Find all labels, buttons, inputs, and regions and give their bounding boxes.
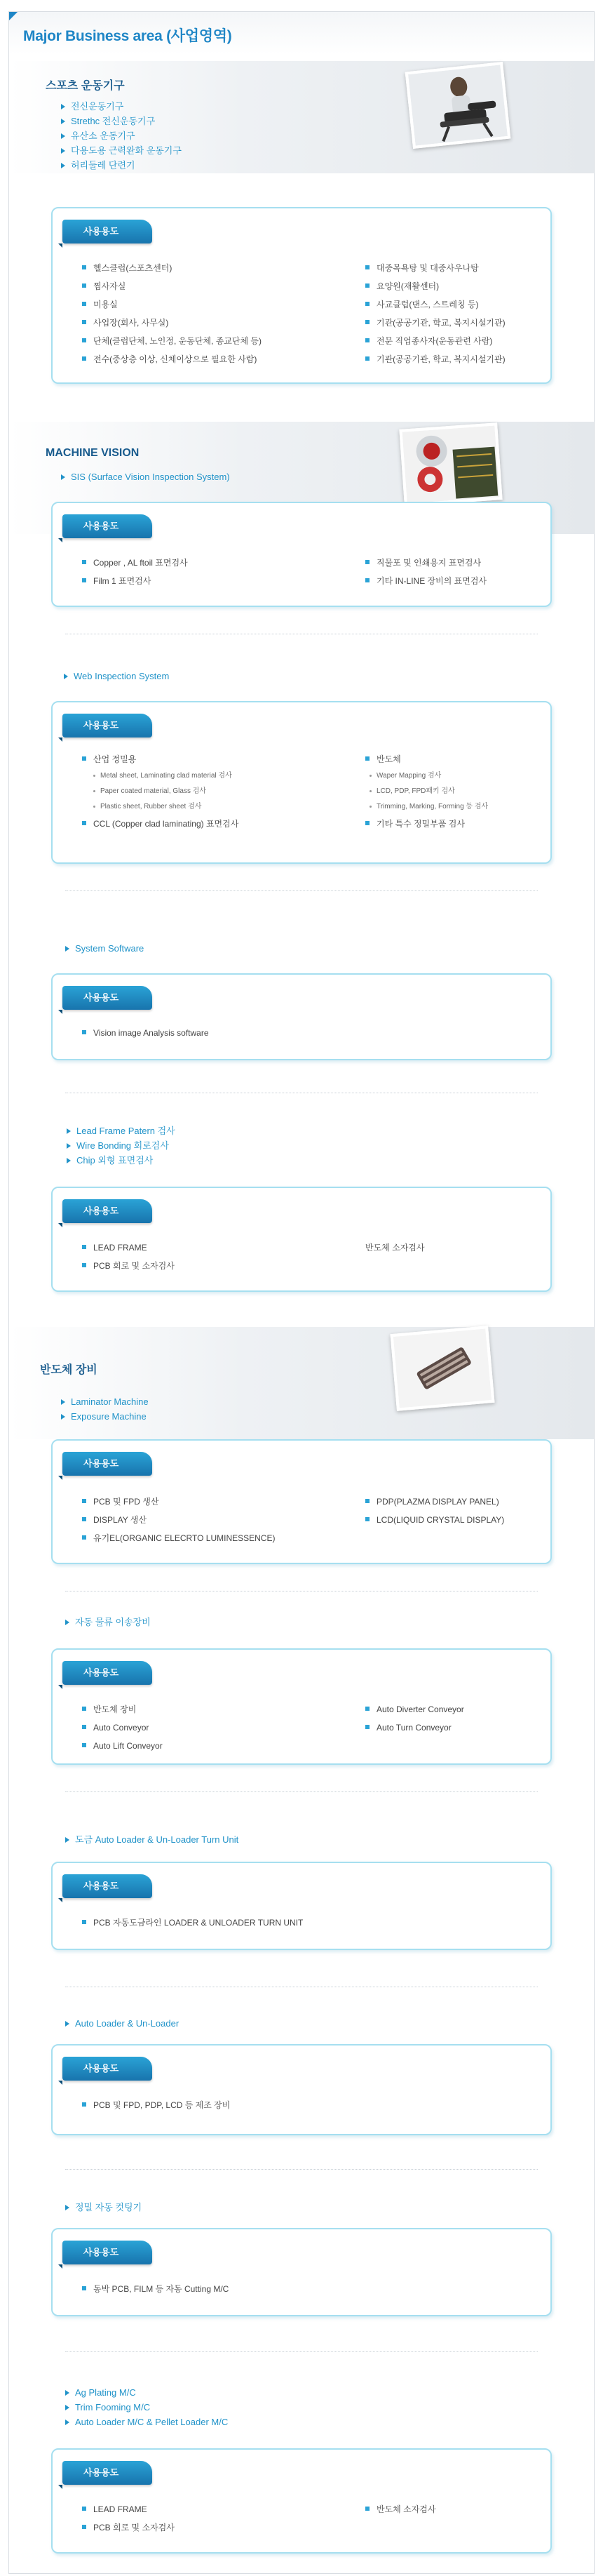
sports-link-3[interactable] bbox=[61, 143, 182, 158]
square-bullet-icon bbox=[365, 338, 370, 342]
usage-text: Metal sheet, Laminating clad material 검사 bbox=[100, 772, 232, 780]
usage-text: 기타 특수 정밀부품 검사 bbox=[377, 819, 465, 829]
link-label: Web Inspection System bbox=[74, 671, 170, 681]
square-bullet-icon bbox=[365, 265, 370, 269]
link-label: Strethc 전신운동기구 bbox=[71, 116, 156, 126]
usage-box-web bbox=[51, 701, 552, 864]
square-bullet-icon bbox=[82, 283, 86, 288]
square-bullet-icon bbox=[82, 2286, 86, 2290]
square-bullet-icon bbox=[82, 356, 86, 361]
usage-text: Vision image Analysis software bbox=[93, 1028, 209, 1038]
usage-text: 기관(공공기관, 학교, 복지시설기관) bbox=[377, 354, 506, 364]
usage-item bbox=[82, 1737, 163, 1755]
usage-text: PCB 및 FPD 생산 bbox=[93, 1497, 159, 1507]
usage-text: DISPLAY 생산 bbox=[93, 1515, 147, 1525]
usage-text: 헬스클럽(스포츠센터) bbox=[93, 263, 172, 273]
cutter-link-list bbox=[65, 2200, 142, 2215]
square-bullet-icon bbox=[365, 302, 370, 306]
triangle-bullet-icon bbox=[61, 1399, 65, 1405]
usage-text: 찜사자실 bbox=[93, 281, 126, 291]
link-label: SIS (Surface Vision Inspection System) bbox=[71, 472, 230, 482]
dot-bullet-icon bbox=[93, 790, 95, 792]
sports-link-1[interactable] bbox=[61, 114, 182, 128]
usage-text: PDP(PLAZMA DISPLAY PANEL) bbox=[377, 1497, 499, 1507]
usage-item bbox=[82, 314, 262, 332]
dot-bullet-icon bbox=[93, 775, 95, 777]
divider bbox=[65, 890, 538, 891]
square-bullet-icon bbox=[82, 821, 86, 825]
usage-item bbox=[82, 2518, 175, 2537]
usage-box-agplating bbox=[51, 2448, 552, 2554]
usage-box-plating bbox=[51, 1862, 552, 1950]
link-label: Laminator Machine bbox=[71, 1396, 149, 1407]
usage-tab: 사용용도 bbox=[62, 2461, 152, 2485]
divider bbox=[65, 1791, 538, 1792]
usage-tab: 사용용도 bbox=[62, 1874, 152, 1898]
triangle-bullet-icon bbox=[65, 2390, 69, 2396]
square-bullet-icon bbox=[82, 1535, 86, 1540]
usage-text: 산업 정밀용 bbox=[93, 754, 137, 764]
square-bullet-icon bbox=[82, 1920, 86, 1924]
usage-text: 요양원(재활센터) bbox=[377, 281, 440, 291]
usage-tab: 사용용도 bbox=[62, 986, 152, 1010]
square-bullet-icon bbox=[365, 1725, 370, 1729]
usage-subitem bbox=[365, 799, 488, 815]
square-bullet-icon bbox=[82, 578, 86, 582]
usage-item bbox=[365, 1511, 504, 1529]
link-label: Exposure Machine bbox=[71, 1411, 147, 1422]
loader-link-list bbox=[65, 2016, 179, 2031]
square-bullet-icon bbox=[365, 756, 370, 761]
usage-list-left bbox=[82, 1024, 209, 1042]
triangle-bullet-icon bbox=[61, 474, 65, 480]
page-title: Major Business area (사업영역) bbox=[23, 28, 232, 44]
usage-item bbox=[82, 1024, 209, 1042]
transfer-link[interactable] bbox=[65, 1615, 151, 1629]
usage-text: Waper Mapping 검사 bbox=[377, 772, 442, 780]
usage-list-left bbox=[82, 1239, 175, 1275]
square-bullet-icon bbox=[365, 283, 370, 288]
usage-item bbox=[82, 295, 262, 314]
usage-item bbox=[82, 1914, 303, 1932]
triangle-bullet-icon bbox=[67, 1128, 71, 1134]
laminator-link-1[interactable] bbox=[61, 1409, 149, 1424]
triangle-bullet-icon bbox=[61, 119, 65, 124]
link-label: Ag Plating M/C bbox=[75, 2387, 136, 2398]
usage-text: LCD, PDP, FPD패키 검사 bbox=[377, 787, 455, 795]
dot-bullet-icon bbox=[370, 775, 372, 777]
laminator-link-0[interactable] bbox=[61, 1394, 149, 1409]
usage-item bbox=[82, 259, 262, 277]
usage-text: LCD(LIQUID CRYSTAL DISPLAY) bbox=[377, 1515, 505, 1525]
link-label: 자동 물류 이송장비 bbox=[75, 1617, 151, 1627]
usage-text: 기타 IN-LINE 장비의 표면검사 bbox=[377, 576, 487, 586]
square-bullet-icon bbox=[82, 1707, 86, 1711]
usage-tab: 사용용도 bbox=[62, 1452, 152, 1476]
usage-list-left bbox=[82, 2280, 229, 2298]
usage-item bbox=[82, 750, 238, 768]
triangle-bullet-icon bbox=[67, 1158, 71, 1163]
usage-tab: 사용용도 bbox=[62, 2057, 152, 2081]
link-label: Chip 외형 표면검사 bbox=[76, 1155, 154, 1166]
usage-text: 대중목욕탕 및 대중사우나탕 bbox=[377, 263, 479, 273]
software-link-list bbox=[65, 941, 144, 956]
square-bullet-icon bbox=[82, 560, 86, 564]
link-label: Trim Fooming M/C bbox=[75, 2402, 151, 2413]
sports-link-4[interactable] bbox=[61, 158, 182, 173]
usage-text: PCB 회로 및 소자검사 bbox=[93, 1261, 175, 1271]
usage-list-right bbox=[365, 750, 488, 833]
usage-list-right bbox=[365, 259, 506, 368]
square-bullet-icon bbox=[365, 1517, 370, 1521]
link-label: Auto Loader M/C & Pellet Loader M/C bbox=[75, 2417, 229, 2427]
square-bullet-icon bbox=[365, 821, 370, 825]
square-bullet-icon bbox=[82, 1263, 86, 1267]
link-label: 유산소 운동기구 bbox=[71, 131, 135, 141]
usage-item bbox=[365, 1493, 504, 1511]
link-label: 허리둘레 단련기 bbox=[71, 160, 135, 171]
usage-tab: 사용용도 bbox=[62, 514, 152, 538]
square-bullet-icon bbox=[82, 2525, 86, 2529]
usage-list-left bbox=[82, 2500, 175, 2537]
usage-text: 단체(클럽단체, 노인정, 운동단체, 종교단체 등) bbox=[93, 336, 262, 346]
triangle-bullet-icon bbox=[65, 946, 69, 952]
usage-list-left bbox=[82, 1914, 303, 1932]
square-bullet-icon bbox=[82, 265, 86, 269]
leadframe-link-0[interactable] bbox=[67, 1123, 175, 1138]
usage-list-left bbox=[82, 1700, 163, 1755]
usage-box-cutter bbox=[51, 2228, 552, 2316]
link-label: Auto Loader & Un-Loader bbox=[75, 2018, 179, 2029]
usage-text: Auto Turn Conveyor bbox=[377, 1723, 452, 1733]
usage-text: PCB 회로 및 소자검사 bbox=[93, 2523, 175, 2532]
usage-item bbox=[82, 2500, 175, 2518]
usage-box-sis bbox=[51, 502, 552, 607]
usage-text: 반도체 bbox=[377, 754, 401, 764]
link-label: 도금 Auto Loader & Un-Loader Turn Unit bbox=[75, 1834, 239, 1845]
link-label: 전신운동기구 bbox=[71, 101, 124, 112]
sis-link-list bbox=[61, 469, 230, 484]
usage-text: LEAD FRAME bbox=[93, 2504, 147, 2514]
usage-text: 기관(공공기관, 학교, 복지시설기관) bbox=[377, 318, 506, 328]
square-bullet-icon bbox=[82, 1245, 86, 1249]
usage-item bbox=[82, 350, 262, 368]
usage-text: PCB 자동도금라인 LOADER & UNLOADER TURN UNIT bbox=[93, 1918, 304, 1928]
usage-text: Plastic sheet, Rubber sheet 검사 bbox=[100, 803, 202, 810]
usage-text: Copper , AL ftoil 표면검사 bbox=[93, 558, 188, 568]
triangle-bullet-icon bbox=[61, 133, 65, 139]
usage-list-right bbox=[365, 1239, 424, 1257]
usage-list-left bbox=[82, 259, 262, 368]
usage-item bbox=[82, 1493, 275, 1511]
triangle-bullet-icon bbox=[61, 163, 65, 168]
square-bullet-icon bbox=[82, 1517, 86, 1521]
usage-item bbox=[365, 350, 506, 368]
usage-box-leadframe bbox=[51, 1187, 552, 1292]
usage-list-right bbox=[365, 1700, 464, 1737]
usage-item bbox=[365, 314, 506, 332]
usage-item bbox=[82, 1239, 175, 1257]
section-title-sports: 스포츠 운동기구 bbox=[46, 80, 125, 92]
section-title-machine-vision: MACHINE VISION bbox=[46, 447, 140, 459]
usage-list-right bbox=[365, 1493, 504, 1529]
software-link[interactable] bbox=[65, 941, 144, 956]
usage-item bbox=[82, 332, 262, 350]
usage-item bbox=[365, 2500, 435, 2518]
dot-bullet-icon bbox=[370, 790, 372, 792]
usage-text: 전문 직업종사자(운동관련 사람) bbox=[377, 336, 493, 346]
square-bullet-icon bbox=[82, 1725, 86, 1729]
usage-item bbox=[365, 1700, 464, 1719]
section-title-semi: 반도체 장비 bbox=[40, 1364, 97, 1376]
square-bullet-icon bbox=[82, 338, 86, 342]
leadframe-link-list bbox=[67, 1123, 175, 1168]
square-bullet-icon bbox=[82, 756, 86, 761]
triangle-bullet-icon bbox=[61, 148, 65, 154]
usage-text: 직물포 및 인쇄용지 표면검사 bbox=[377, 558, 482, 568]
triangle-bullet-icon bbox=[65, 2205, 69, 2210]
cutter-link[interactable] bbox=[65, 2200, 142, 2215]
plating-link-list bbox=[65, 1832, 238, 1847]
usage-item bbox=[82, 1700, 163, 1719]
usage-item bbox=[82, 815, 238, 833]
plating-link[interactable] bbox=[65, 1832, 238, 1847]
square-bullet-icon bbox=[82, 1499, 86, 1503]
laminator-link-list bbox=[61, 1394, 149, 1424]
usage-item bbox=[82, 2096, 230, 2114]
usage-item bbox=[82, 1511, 275, 1529]
usage-item bbox=[82, 572, 188, 590]
usage-text: 미용실 bbox=[93, 300, 118, 309]
usage-text: LEAD FRAME bbox=[93, 1243, 147, 1253]
usage-tab: 사용용도 bbox=[62, 2241, 152, 2264]
usage-text: 사교클럽(댄스, 스트레칭 등) bbox=[377, 300, 479, 309]
leadframe-link-1[interactable] bbox=[67, 1138, 175, 1153]
usage-item bbox=[82, 1529, 275, 1547]
agplating-link-1[interactable] bbox=[65, 2400, 228, 2415]
sports-link-0[interactable] bbox=[61, 99, 182, 114]
dot-bullet-icon bbox=[370, 806, 372, 808]
usage-text: 반도체 소자검사 bbox=[377, 2504, 436, 2514]
triangle-bullet-icon bbox=[61, 1414, 65, 1420]
usage-item bbox=[365, 815, 488, 833]
usage-text: Auto Diverter Conveyor bbox=[377, 1704, 464, 1714]
usage-text: Auto Conveyor bbox=[93, 1723, 149, 1733]
usage-subitem bbox=[82, 768, 238, 784]
link-label: 정밀 자동 컷팅기 bbox=[75, 2202, 142, 2213]
usage-text: PCB 및 FPD, PDP, LCD 등 제조 장비 bbox=[93, 2100, 231, 2110]
agplating-link-0[interactable] bbox=[65, 2385, 228, 2400]
usage-subitem bbox=[82, 799, 238, 815]
link-label: System Software bbox=[75, 943, 144, 954]
triangle-bullet-icon bbox=[65, 1620, 69, 1625]
usage-text: Paper coated material, Glass 검사 bbox=[100, 787, 207, 795]
usage-item bbox=[82, 277, 262, 295]
sis-link[interactable] bbox=[61, 469, 230, 484]
usage-list-left bbox=[82, 750, 238, 833]
square-bullet-icon bbox=[365, 320, 370, 324]
square-bullet-icon bbox=[365, 2507, 370, 2511]
usage-item bbox=[365, 259, 506, 277]
usage-item bbox=[365, 295, 506, 314]
usage-item bbox=[365, 277, 506, 295]
divider bbox=[65, 2351, 538, 2352]
web-link-list bbox=[64, 669, 169, 683]
usage-subitem bbox=[365, 784, 488, 799]
content-frame bbox=[8, 11, 595, 2574]
sports-link-list bbox=[61, 99, 182, 173]
usage-tab: 사용용도 bbox=[62, 220, 152, 243]
square-bullet-icon bbox=[82, 2102, 86, 2107]
usage-text: 사업장(회사, 사무실) bbox=[93, 318, 169, 328]
usage-box-laminator bbox=[51, 1439, 552, 1564]
usage-text: 유기EL(ORGANIC ELECRTO LUMINESSENCE) bbox=[93, 1533, 276, 1543]
usage-item bbox=[365, 332, 506, 350]
title-corner-mark bbox=[9, 12, 18, 20]
machine-vision-photo bbox=[399, 422, 502, 506]
usage-item bbox=[365, 1719, 464, 1737]
usage-item bbox=[82, 554, 188, 572]
usage-text: 동박 PCB, FILM 등 자동 Cutting M/C bbox=[93, 2284, 229, 2294]
sports-link-2[interactable] bbox=[61, 128, 182, 143]
dot-bullet-icon bbox=[93, 806, 95, 808]
usage-box-sports bbox=[51, 207, 552, 384]
agplating-link-2[interactable] bbox=[65, 2415, 228, 2429]
usage-text: Trimming, Marking, Forming 등 검사 bbox=[377, 803, 489, 810]
square-bullet-icon bbox=[82, 302, 86, 306]
usage-list-left bbox=[82, 1493, 275, 1547]
triangle-bullet-icon bbox=[64, 674, 68, 679]
usage-tab: 사용용도 bbox=[62, 1199, 152, 1223]
sports-photo bbox=[405, 62, 511, 149]
triangle-bullet-icon bbox=[61, 104, 65, 109]
usage-item bbox=[365, 554, 487, 572]
usage-list-right bbox=[365, 2500, 435, 2518]
square-bullet-icon bbox=[365, 1499, 370, 1503]
triangle-bullet-icon bbox=[67, 1143, 71, 1149]
usage-item bbox=[365, 572, 487, 590]
agplating-link-list bbox=[65, 2385, 228, 2429]
usage-box-loader bbox=[51, 2044, 552, 2135]
triangle-bullet-icon bbox=[65, 2405, 69, 2410]
usage-text: CCL (Copper clad laminating) 표면검사 bbox=[93, 819, 239, 829]
divider bbox=[65, 2169, 538, 2170]
usage-subitem bbox=[82, 784, 238, 799]
semi-photo bbox=[390, 1326, 494, 1411]
transfer-link-list bbox=[65, 1615, 151, 1629]
usage-text: Auto Lift Conveyor bbox=[93, 1741, 163, 1751]
square-bullet-icon bbox=[365, 356, 370, 361]
usage-box-transfer bbox=[51, 1648, 552, 1765]
usage-text: 반도체 소자검사 bbox=[365, 1243, 425, 1253]
usage-item bbox=[82, 2280, 229, 2298]
square-bullet-icon bbox=[82, 320, 86, 324]
leadframe-link-2[interactable] bbox=[67, 1153, 175, 1168]
usage-list-right bbox=[365, 554, 487, 590]
usage-text: 반도체 장비 bbox=[93, 1704, 137, 1714]
square-bullet-icon bbox=[365, 578, 370, 582]
square-bullet-icon bbox=[82, 1030, 86, 1034]
triangle-bullet-icon bbox=[65, 2021, 69, 2027]
usage-item bbox=[365, 750, 488, 768]
triangle-bullet-icon bbox=[65, 2420, 69, 2425]
usage-list-left bbox=[82, 554, 188, 590]
link-label: Lead Frame Patern 검사 bbox=[76, 1126, 175, 1136]
web-link[interactable] bbox=[64, 669, 169, 683]
link-label: 다용도용 근력완화 운동기구 bbox=[71, 145, 182, 156]
square-bullet-icon bbox=[82, 1743, 86, 1747]
usage-item bbox=[82, 1719, 163, 1737]
usage-tab: 사용용도 bbox=[62, 1661, 152, 1685]
usage-subitem bbox=[365, 768, 488, 784]
triangle-bullet-icon bbox=[65, 1837, 69, 1843]
square-bullet-icon bbox=[365, 560, 370, 564]
usage-list-left bbox=[82, 2096, 230, 2114]
loader-link[interactable] bbox=[65, 2016, 179, 2031]
usage-item bbox=[365, 1239, 424, 1257]
usage-text: 전수(중상층 이상, 신체이상으로 필요한 사람) bbox=[93, 354, 257, 364]
usage-text: Film 1 표면검사 bbox=[93, 576, 151, 586]
usage-tab: 사용용도 bbox=[62, 714, 152, 738]
square-bullet-icon bbox=[365, 1707, 370, 1711]
usage-box-software bbox=[51, 973, 552, 1060]
link-label: Wire Bonding 회로검사 bbox=[76, 1140, 169, 1151]
usage-item bbox=[82, 1257, 175, 1275]
square-bullet-icon bbox=[82, 2507, 86, 2511]
